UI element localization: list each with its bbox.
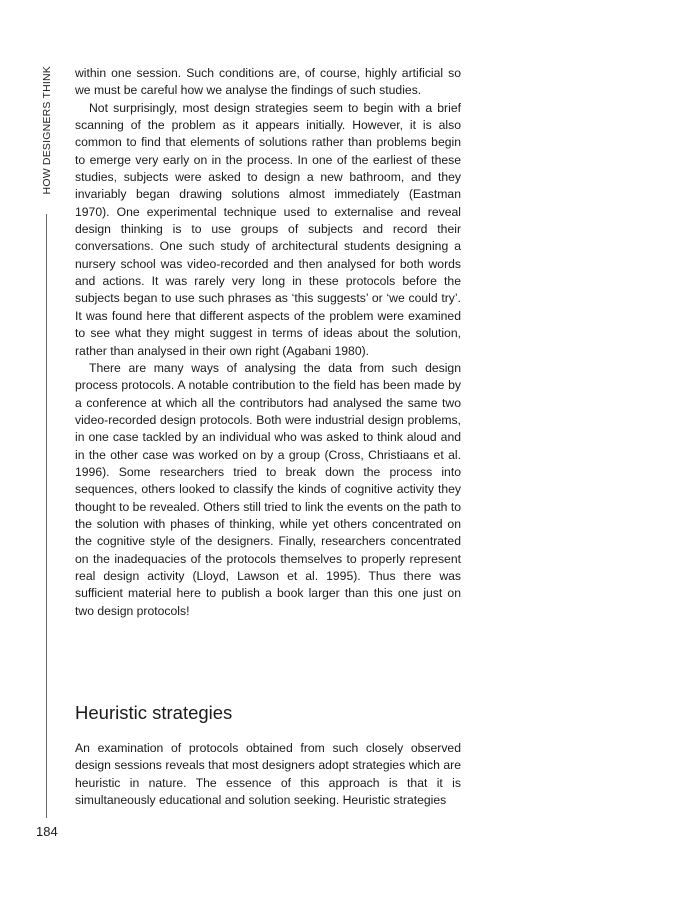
section-body-text [75, 740, 461, 809]
paragraph: Not surprisingly, most design strategies seem to begin with a brief scanning of the problem as it appears initially. However, it is also common to find that elements of solutions rather than problems begin to emerge very early on in the process. In one of the earliest of these studies, subjects were asked to design a new bathroom, and they invariably began drawing solutions almost immediately (Eastman 1970). One experimental technique used to externalise and reveal design thinking is to use groups of subjects and record their conversations. One such study of architectural students designing a nursery school was video-recorded and then analysed for both words and actions. It was rarely very long in these protocols before the subjects began to use such phrases as ‘this suggests’ or ‘we could try’. It was found here that different aspects of the problem were examined to see what they might suggest in terms of ideas about the solution, rather than analysed in their own right (Agabani 1980). [75, 100, 461, 358]
running-head-text: HOW DESIGNERS THINK [40, 66, 53, 195]
margin-rule [46, 214, 47, 818]
section-heading: Heuristic strategies [75, 702, 233, 723]
paragraph: An examination of protocols obtained from such closely observed design sessions reveals that most designers adopt strategies which are heuristic in nature. The essence of this approach is that it is simultaneously educational and solution seeking. Heuristic strategies [75, 741, 461, 808]
paragraph: within one session. Such conditions are, of course, highly artificial so we must be careful how we analyse the findings of such studies. [75, 66, 461, 98]
page-number: 184 [36, 824, 58, 839]
running-head [38, 66, 55, 206]
body-text [75, 65, 461, 620]
paragraph: There are many ways of analysing the data from such design process protocols. A notable contribution to the field has been made by a conference at which all the contributors had analysed the same two video-recorded design protocols. Both were industrial design problems, in one case tackled by an individual who was asked to think aloud and in the other case was worked on by a group (Cross, Christiaans et al. 1996). Some researchers tried to break down the process into sequences, others looked to classify the kinds of cognitive activity they thought to be revealed. Others still tried to link the events on the path to the solution with phases of thinking, while yet others concentrated on the cognitive style of the designers. Finally, researchers concentrated on the inadequacies of the protocols themselves to properly represent real design activity (Lloyd, Lawson et al. 1995). Thus there was sufficient material here to publish a book larger than this one just on two design protocols! [75, 360, 461, 618]
